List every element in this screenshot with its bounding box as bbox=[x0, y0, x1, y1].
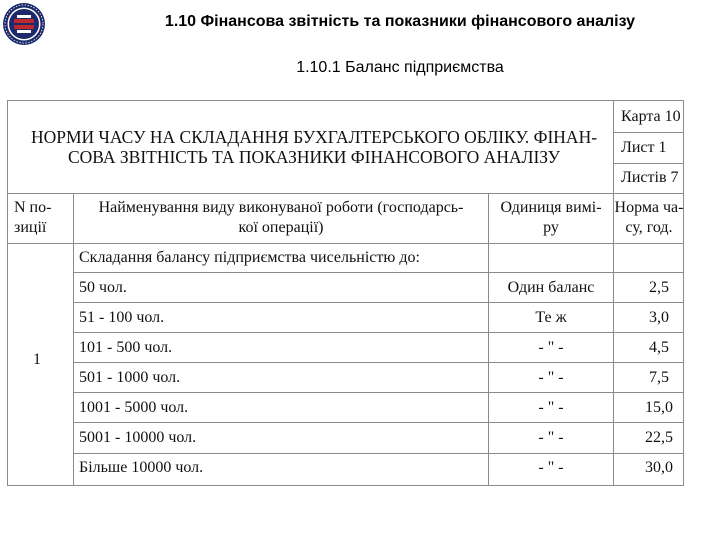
row-name: 1001 - 5000 чол. bbox=[79, 399, 189, 416]
row-unit: - " - bbox=[538, 429, 564, 446]
table-border bbox=[7, 100, 8, 486]
row-name: 101 - 500 чол. bbox=[79, 339, 173, 356]
table-rule bbox=[7, 193, 684, 194]
section-label: Складання балансу підприємства чисельністю до: bbox=[79, 249, 420, 266]
card-heading-line: НОРМИ ЧАСУ НА СКЛАДАННЯ БУХГАЛТЕРСЬКОГО ОБЛІКУ. ФІНАН- bbox=[30, 127, 598, 147]
column-header-unit: Одиниця вимі- ру bbox=[500, 199, 602, 236]
table-border bbox=[7, 485, 684, 486]
row-name: 51 - 100 чол. bbox=[79, 309, 165, 326]
row-norm: 15,0 bbox=[645, 399, 673, 416]
row-unit: Один баланс bbox=[507, 279, 595, 296]
row-name: Більше 10000 чол. bbox=[79, 459, 204, 476]
table-rule bbox=[73, 392, 684, 393]
row-norm: 4,5 bbox=[649, 339, 669, 356]
card-number: Карта 10 bbox=[621, 108, 681, 125]
table-rule bbox=[73, 362, 684, 363]
table-rule bbox=[73, 272, 684, 273]
sheet-count: Листів 7 bbox=[621, 169, 679, 186]
row-unit: - " - bbox=[538, 399, 564, 416]
table-rule bbox=[73, 332, 684, 333]
row-name: 50 чол. bbox=[79, 279, 127, 296]
card-heading bbox=[15, 127, 613, 167]
table-rule bbox=[73, 453, 684, 454]
slide-title: 1.10 Фінансова звітність та показники фінансового аналізу bbox=[164, 13, 636, 30]
row-norm: 3,0 bbox=[649, 309, 669, 326]
column-header-position: N по- зиції bbox=[14, 199, 52, 236]
card-heading-line: СОВА ЗВІТНІСТЬ ТА ПОКАЗНИКИ ФІНАНСОВОГО АНАЛІЗУ bbox=[67, 147, 561, 167]
column-header-norm: Норма ча- су, год. bbox=[614, 199, 684, 236]
sheet-number: Лист 1 bbox=[621, 139, 667, 156]
column-header-work-name: Найменування виду виконуваної роботи (господарсь- кої операції) bbox=[98, 199, 464, 236]
row-unit: Те ж bbox=[535, 309, 567, 326]
slide-subtitle: 1.10.1 Баланс підприємства bbox=[296, 59, 504, 76]
row-norm: 2,5 bbox=[649, 279, 669, 296]
row-unit: - " - bbox=[538, 339, 564, 356]
row-norm: 7,5 bbox=[649, 369, 669, 386]
university-emblem-icon bbox=[2, 2, 46, 46]
row-unit: - " - bbox=[538, 369, 564, 386]
row-norm: 30,0 bbox=[645, 459, 673, 476]
row-unit: - " - bbox=[538, 459, 564, 476]
table-rule bbox=[73, 422, 684, 423]
table-rule bbox=[73, 193, 74, 486]
table-rule bbox=[613, 132, 684, 133]
row-norm: 22,5 bbox=[645, 429, 673, 446]
row-name: 5001 - 10000 чол. bbox=[79, 429, 197, 446]
table-rule bbox=[73, 302, 684, 303]
position-number: 1 bbox=[33, 351, 41, 368]
norms-card-table bbox=[7, 100, 684, 486]
table-rule bbox=[613, 163, 684, 164]
table-border bbox=[7, 100, 684, 101]
table-rule bbox=[7, 243, 684, 244]
row-name: 501 - 1000 чол. bbox=[79, 369, 181, 386]
